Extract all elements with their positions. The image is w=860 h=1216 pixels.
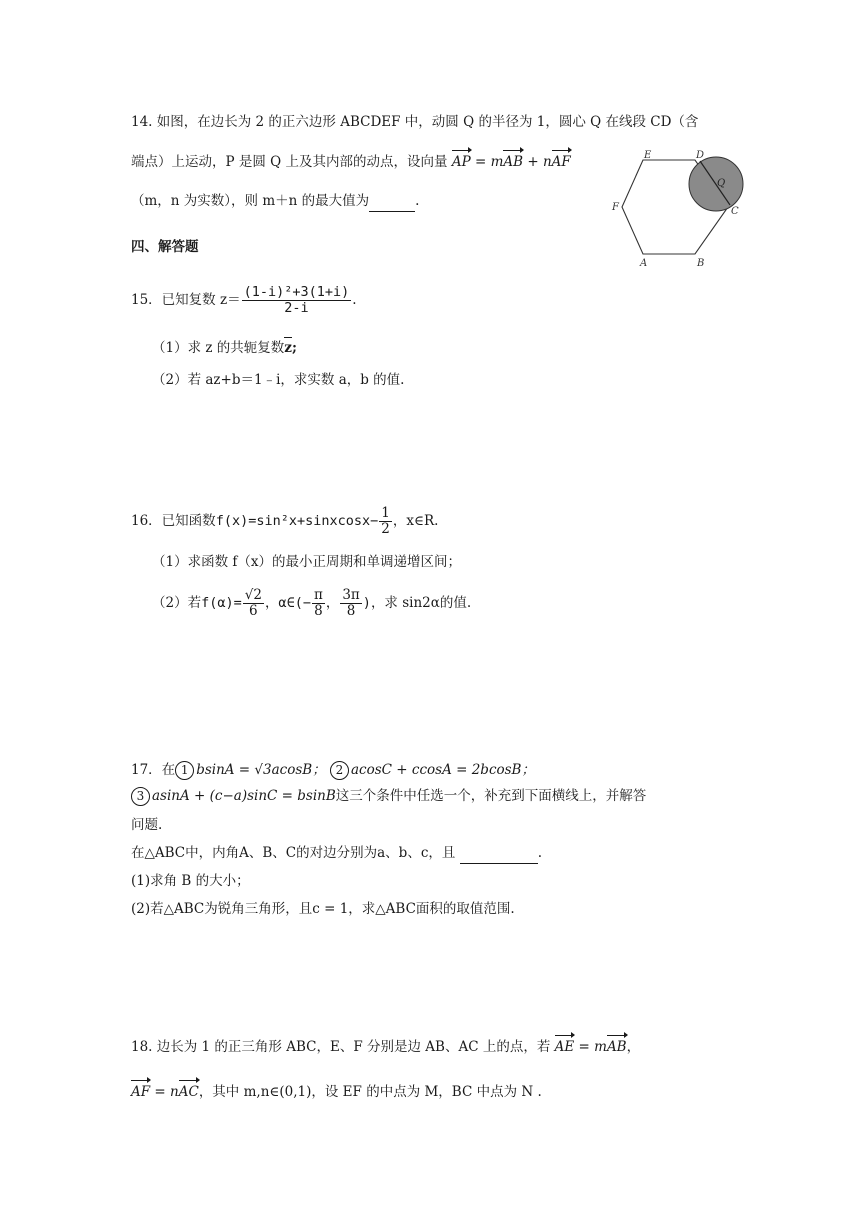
p18-line2: AF = nAC，其中 m,n∈(0,1)，设 EF 的中点为 M，BC 中点为 N . <box>131 1084 542 1100</box>
vector-af: AF <box>551 154 571 170</box>
p18-line1: 18. 边长为 1 的正三角形 ABC，E、F 分别是边 AB、AC 上的点，若 AE = mAB， <box>131 1039 641 1055</box>
p17-q2: (2)若△ABC为锐角三角形，且c = 1，求△ABC面积的取值范围. <box>131 901 515 917</box>
label-a: A <box>640 258 648 268</box>
vector-ac: AC <box>178 1084 199 1100</box>
p16-half: $\frac{1}{2}$ <box>381 505 390 537</box>
p14-line2: 端点）上运动，P 是圆 Q 上及其内部的动点，设向量 AP = mAB + nAF <box>131 154 571 170</box>
label-c: C <box>731 206 739 217</box>
label-q: Q <box>717 178 726 189</box>
label-e: E <box>644 150 652 161</box>
condition-3-marker: 3 <box>131 787 150 806</box>
p17-line1: 17．在 1 bsinA = √3acosB； 2 acosC + ccosA = 2bcosB； <box>131 762 535 778</box>
p15-fraction: $\frac{\text{(1-i)²+3(1+i)}}{2-i}$ <box>243 284 350 316</box>
p15-q2: （2）若 az+b＝1﹣i，求实数 a，b 的值. <box>152 372 405 388</box>
condition-2-marker: 2 <box>330 761 349 780</box>
answer-blank <box>369 191 415 212</box>
vector-ab: AB <box>503 154 524 170</box>
hexagon-figure <box>608 146 758 268</box>
vector-af-2: AF <box>131 1084 151 1100</box>
p16-stem: 16．已知函数f(x)=sin²x+sinxcosx− $\frac{1}{2}$ ，x∈R. <box>131 505 439 537</box>
p15-q1: （1）求 z 的共轭复数z; <box>152 337 297 358</box>
p14-line1: 14. 如图，在边长为 2 的正六边形 ABCDEF 中，动圆 Q 的半径为 1，圆心 Q 在线段 CD（含 <box>131 114 699 130</box>
section-heading: 四、解答题 <box>131 239 199 255</box>
p14-line3: （m，n 为实数），则 m＋n 的最大值为 . <box>131 191 419 212</box>
p17-line4: 在△ABC中，内角A、B、C的对边分别为a、b、c，且 . <box>131 843 542 864</box>
p17-q1: (1)求角 B 的大小； <box>131 873 250 889</box>
label-f: F <box>612 202 619 213</box>
condition-blank <box>460 843 538 864</box>
p16-frac-pi-8: $\frac{\pi}{8}$ <box>313 587 323 619</box>
p16-q2: （2）若f(α)= $\frac{√2}{6}$ ，α∈(− $\frac{\pi}{8}$ ， $\frac{3\pi}{8}$ )，求 sin2α的值. <box>152 587 472 619</box>
p16-frac-sqrt2-6: $\frac{√2}{6}$ <box>244 587 262 619</box>
label-d: D <box>696 150 705 161</box>
p16-frac-3pi-8: $\frac{3\pi}{8}$ <box>342 587 360 619</box>
label-b: B <box>697 258 705 268</box>
p17-line3: 问题. <box>131 817 163 833</box>
vector-ae: AE <box>554 1039 575 1055</box>
p15-stem: 15．已知复数 z＝ $\frac{\text{(1-i)²+3(1+i)}}{2-i}$ . <box>131 284 357 316</box>
condition-1-marker: 1 <box>175 761 194 780</box>
p17-line2: 3 asinA + (c−a)sinC = bsinB这三个条件中任选一个，补充到下面横线上，并解答 <box>131 786 646 806</box>
vector-ab-2: AB <box>606 1039 627 1055</box>
p16-q1: （1）求函数 f（x）的最小正周期和单调递增区间； <box>152 554 461 570</box>
vector-ap: AP <box>451 154 471 170</box>
